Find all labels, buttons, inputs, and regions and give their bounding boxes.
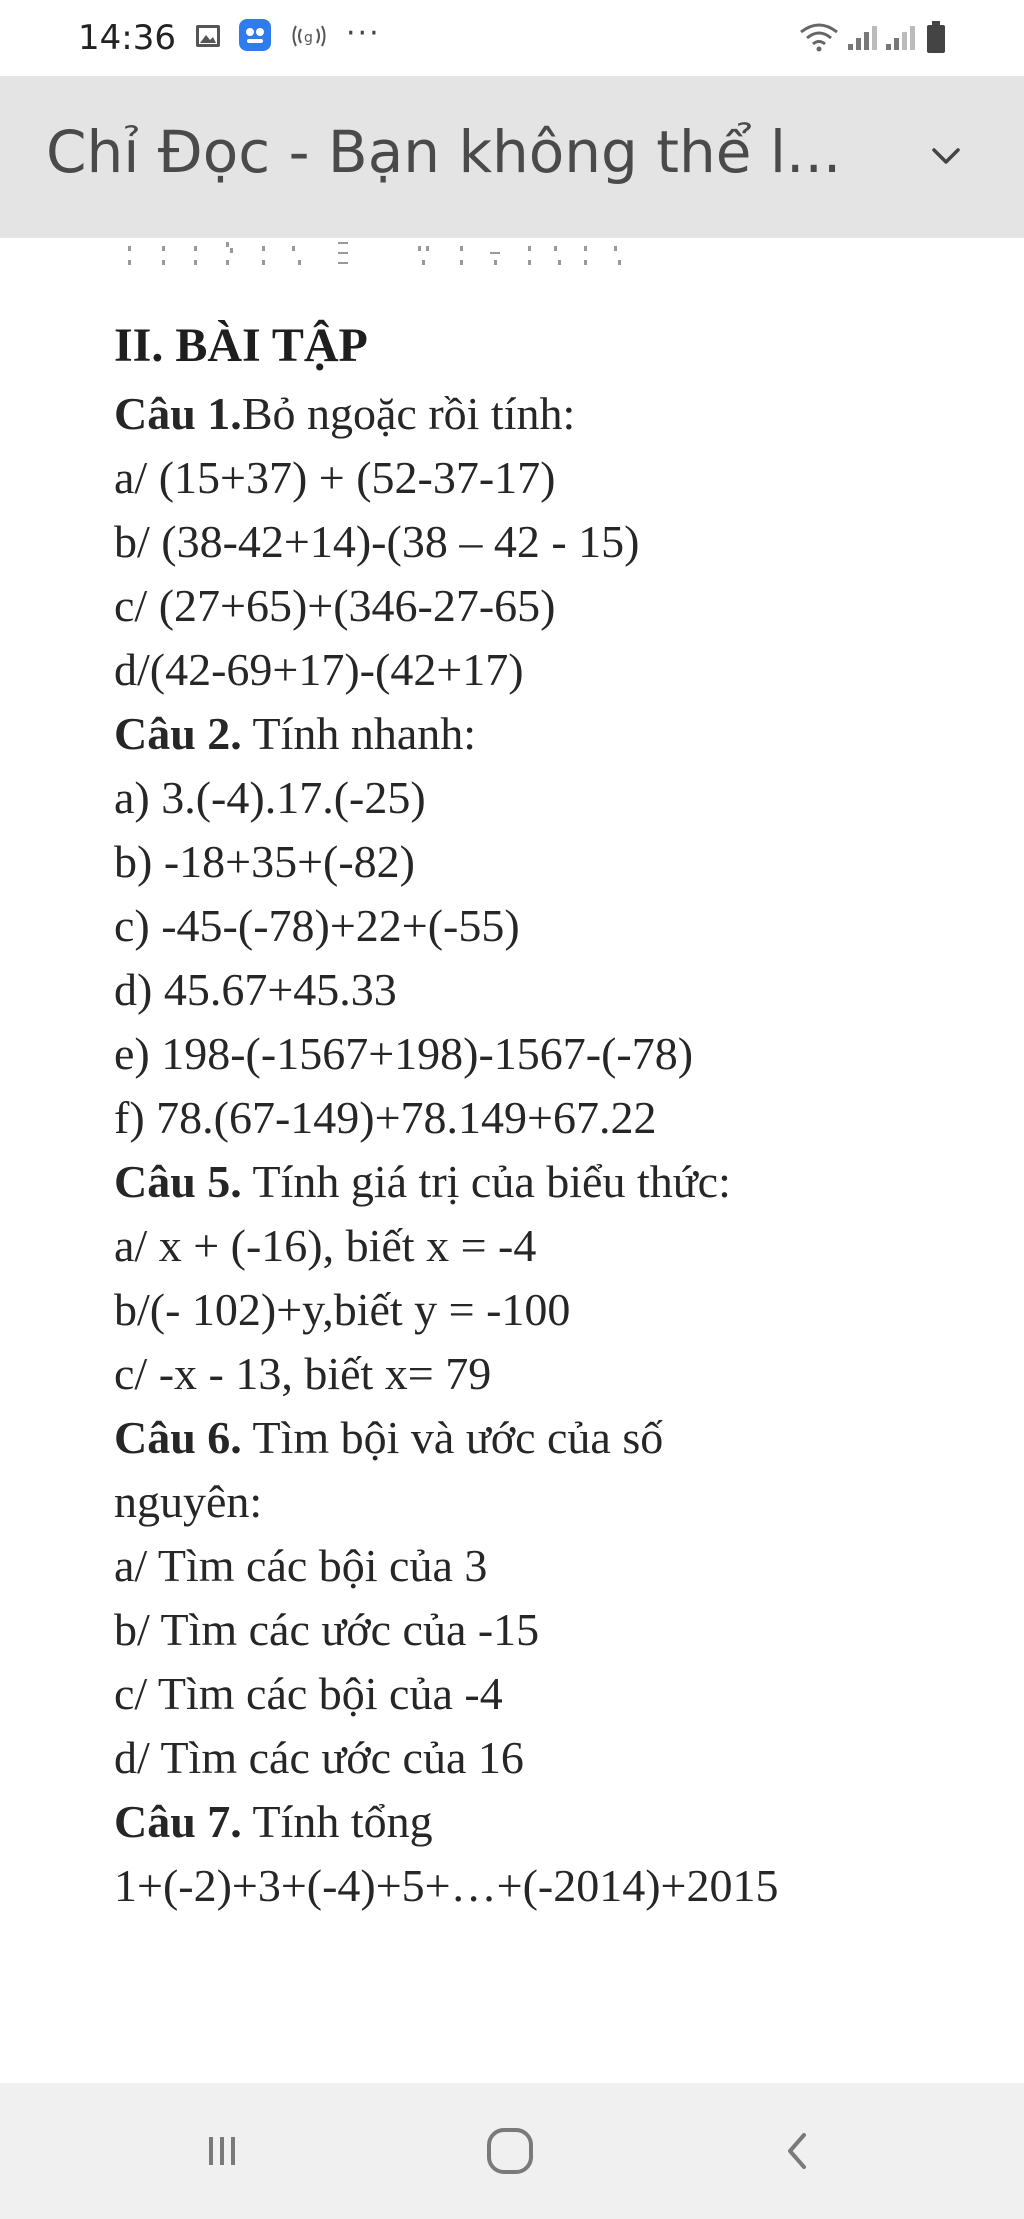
- question-item: f) 78.(67-149)+78.149+67.22: [114, 1092, 657, 1143]
- question-item: c/ Tìm các bội của -4: [114, 1668, 503, 1719]
- question-item: c) -45-(-78)+22+(-55): [114, 900, 520, 951]
- question-item: a) 3.(-4).17.(-25): [114, 772, 426, 823]
- question-2-title: [114, 702, 994, 766]
- status-bar: [0, 0, 1024, 76]
- question-label: Câu 7.: [114, 1796, 242, 1847]
- question-5-title: [114, 1150, 994, 1214]
- question-item: d) 45.67+45.33: [114, 964, 397, 1015]
- back-icon: [774, 2127, 822, 2175]
- question-item: a/ (15+37) + (52-37-17): [114, 452, 556, 503]
- recent-apps-button[interactable]: [186, 2115, 258, 2187]
- question-item: 1+(-2)+3+(-4)+5+…+(-2014)+2015: [114, 1860, 779, 1911]
- question-7-title: [114, 1790, 994, 1854]
- home-icon: [482, 2123, 538, 2179]
- chevron-down-icon[interactable]: [922, 132, 970, 180]
- app-notification-icon: [238, 18, 272, 52]
- question-item: c/ (27+65)+(346-27-65): [114, 580, 556, 631]
- more-notifications-icon: ···: [346, 16, 381, 51]
- question-text: Tính nhanh:: [241, 708, 477, 759]
- question-6-title: [114, 1406, 994, 1470]
- question-label: Câu 6.: [114, 1412, 242, 1463]
- image-icon: [194, 22, 222, 50]
- question-item: d/(42-69+17)-(42+17): [114, 644, 524, 695]
- navigation-bar: [0, 2083, 1024, 2219]
- read-only-header[interactable]: [0, 76, 1024, 238]
- question-item: c/ -x - 13, biết x= 79: [114, 1348, 492, 1399]
- document-content: [114, 310, 994, 1918]
- question-item: b/ Tìm các ước của -15: [114, 1604, 540, 1655]
- signal-icon: [846, 22, 882, 52]
- question-text: Tìm bội và ước của số: [241, 1412, 664, 1463]
- question-label: Câu 1.: [114, 388, 242, 439]
- question-item: b/ (38-42+14)-(38 – 42 - 15): [114, 516, 640, 567]
- question-text: Bỏ ngoặc rồi tính:: [241, 388, 576, 439]
- svg-text:g: g: [304, 30, 313, 46]
- question-label: Câu 2.: [114, 708, 242, 759]
- wifi-icon: [798, 22, 840, 52]
- status-time: 14:36: [78, 18, 176, 58]
- nfc-icon: [290, 22, 328, 50]
- question-item: a/ Tìm các bội của 3: [114, 1540, 488, 1591]
- question-item: e) 198-(-1567+198)-1567-(-78): [114, 1028, 694, 1079]
- home-button[interactable]: [474, 2115, 546, 2187]
- recent-apps-icon: [198, 2127, 246, 2175]
- question-item: b) -18+35+(-82): [114, 836, 415, 887]
- question-item: d/ Tìm các ước của 16: [114, 1732, 524, 1783]
- question-item: a/ x + (-16), biết x = -4: [114, 1220, 537, 1271]
- question-label: Câu 5.: [114, 1156, 242, 1207]
- back-button[interactable]: [762, 2115, 834, 2187]
- question-item: b/(- 102)+y,biết y = -100: [114, 1284, 571, 1335]
- cropped-text-remnant: [122, 236, 642, 276]
- battery-icon: [926, 20, 946, 54]
- question-text: Tính tổng: [241, 1796, 433, 1847]
- question-text-continued: nguyên:: [114, 1476, 263, 1527]
- read-only-title: Chỉ Đọc - Bạn không thể l...: [46, 118, 842, 186]
- section-heading: II. BÀI TẬP: [114, 319, 368, 372]
- question-1-title: [114, 382, 994, 446]
- question-text: Tính giá trị của biểu thức:: [241, 1156, 731, 1207]
- signal-icon-2: [884, 22, 920, 52]
